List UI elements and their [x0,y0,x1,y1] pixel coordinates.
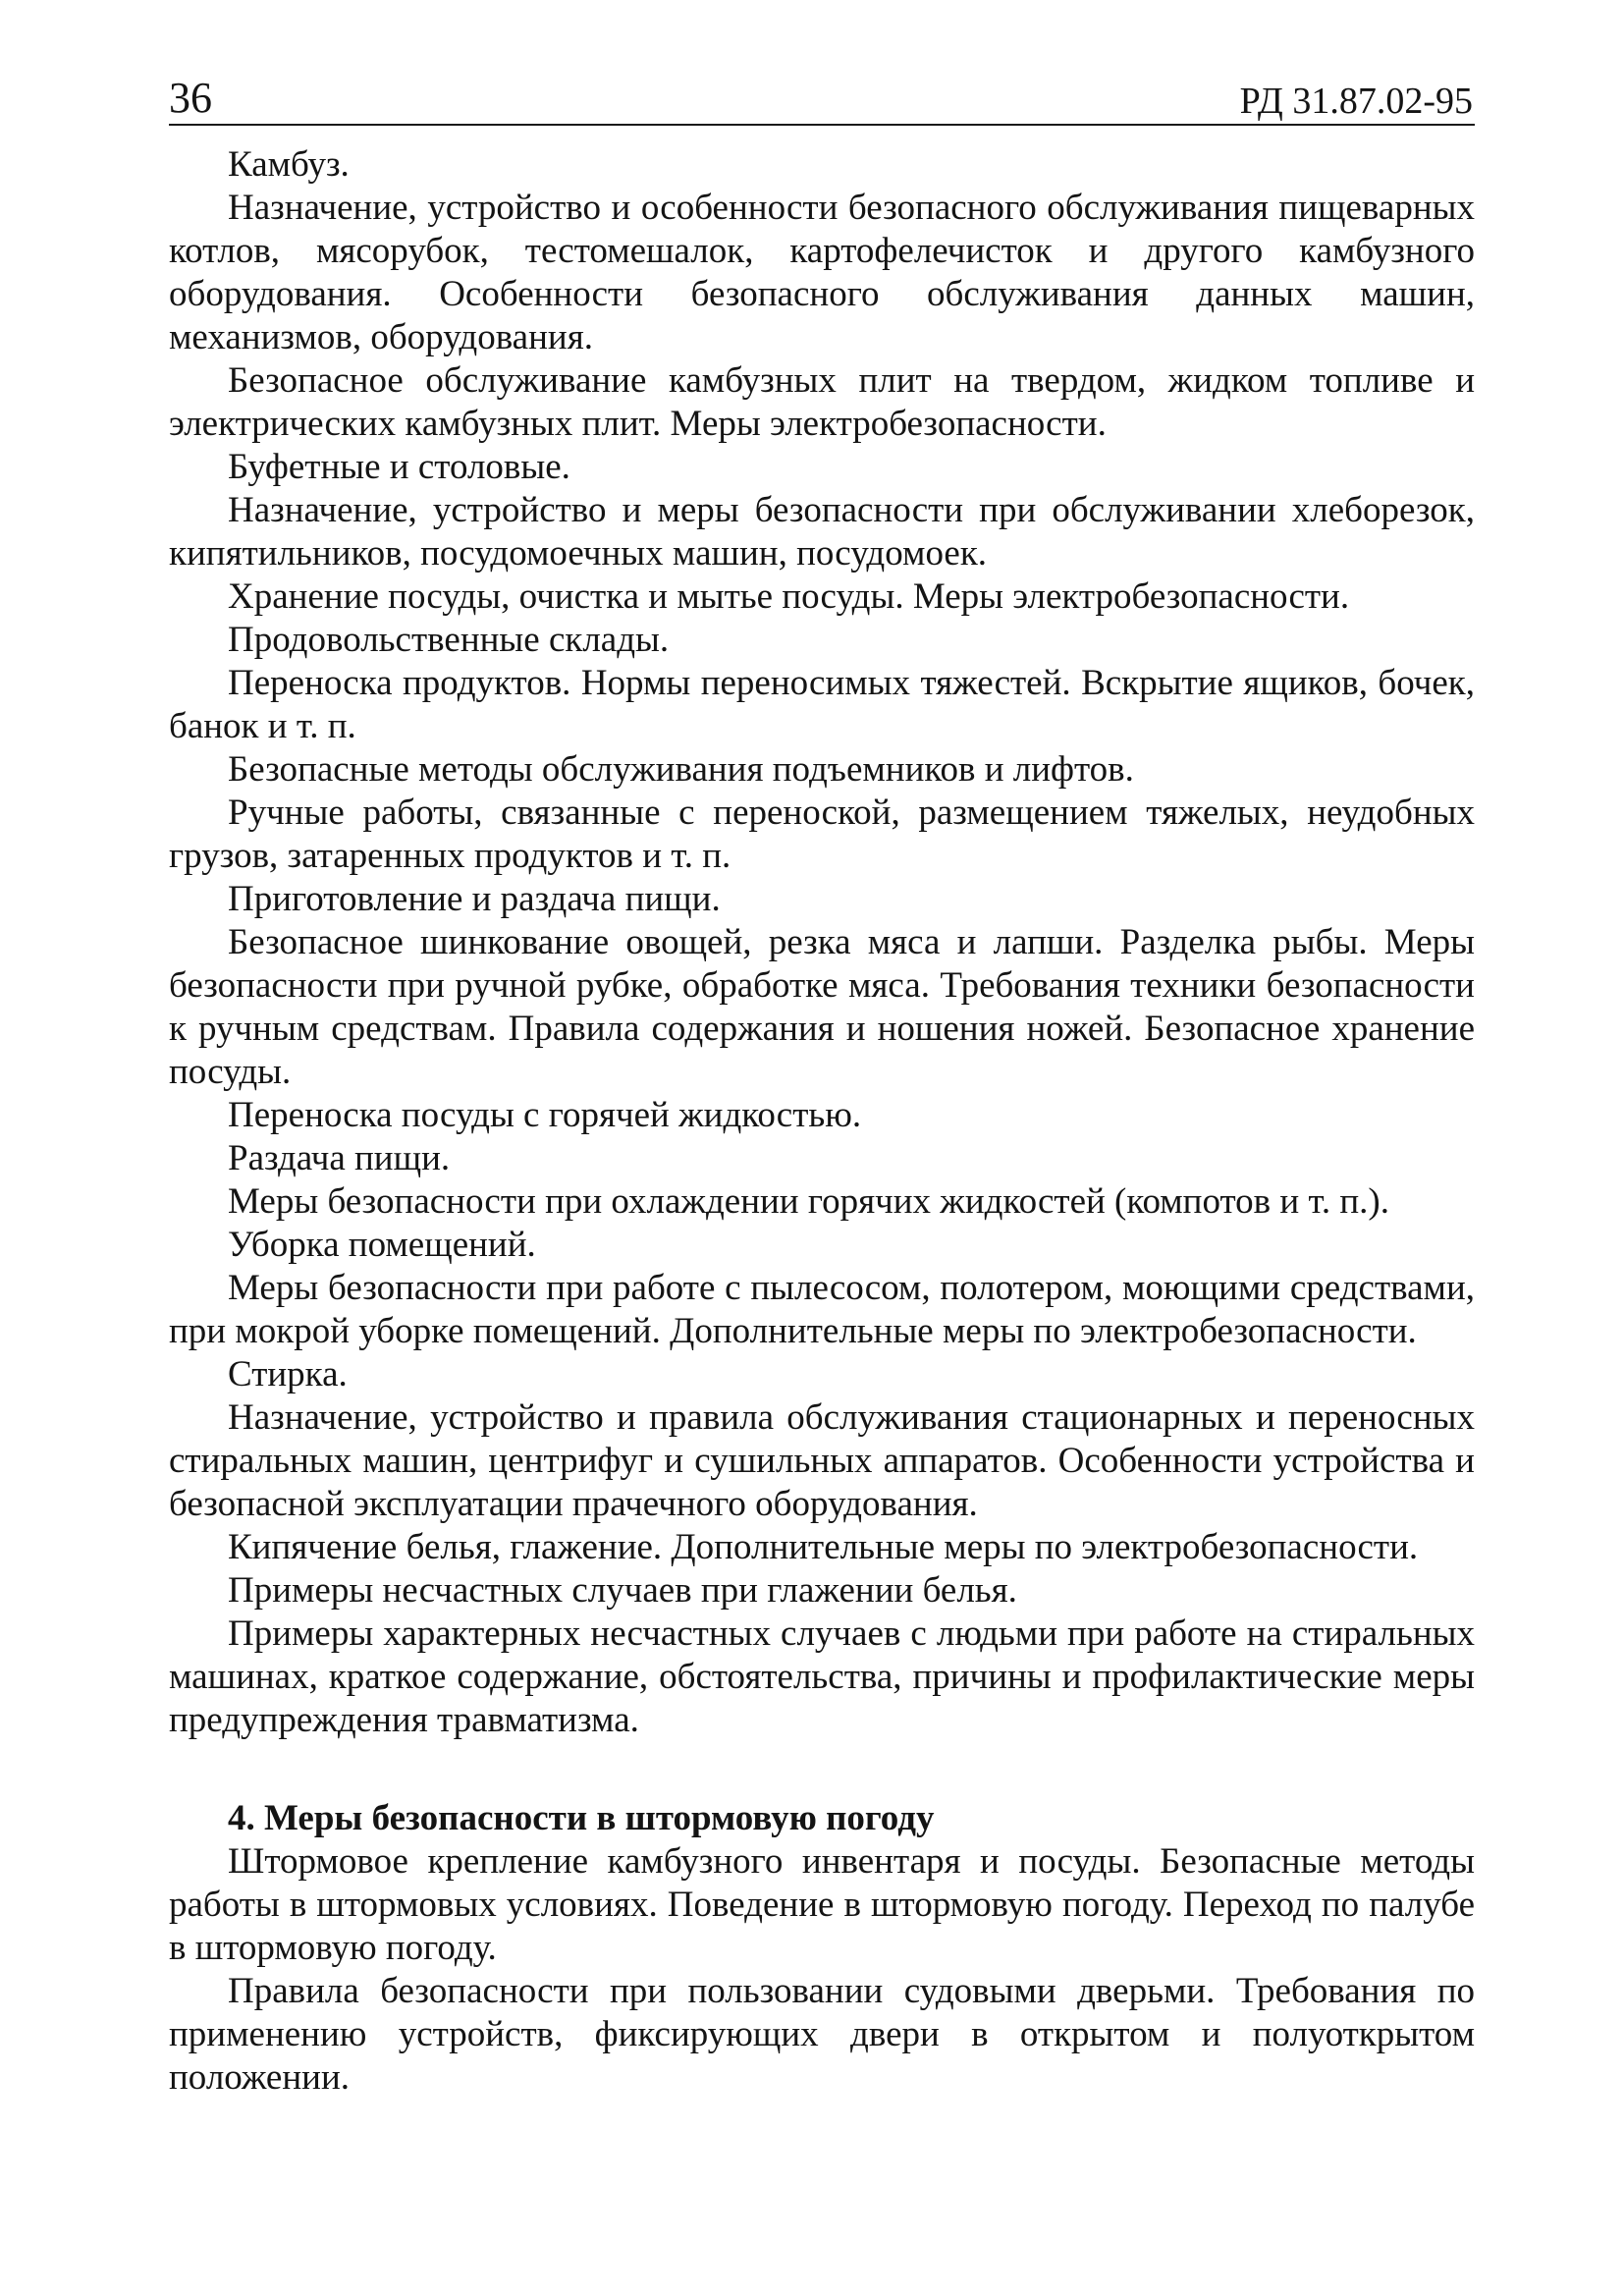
paragraph: Приготовление и раздача пищи. [228,879,721,919]
paragraph: Хранение посуды, очистка и мытье посуды. Меры электробезопасности. [228,576,1350,617]
paragraph: Примеры несчастных случаев при глажении белья. [228,1570,1017,1611]
page-body [169,143,1475,2100]
paragraph: Продовольственные склады. [228,620,670,660]
paragraph: Меры безопасности при охлаждении горячих жидкостей (компотов и т. п.). [228,1181,1389,1222]
paragraph: Камбуз. [228,144,350,185]
paragraph: Назначение, устройство и правила обслуживания стационарных и переносных стиральных машин, центрифуг и сушильных аппаратов. Особенности устройства и безопасной эксплуатации прачечного оборудования. [169,1397,1475,1524]
paragraph: Назначение, устройство и меры безопасности при обслуживании хлеборезок, кипятильников, посудомоечных машин, посудомоек. [169,490,1475,574]
paragraph: Переноска продуктов. Нормы переносимых тяжестей. Вскрытие ящиков, бочек, банок и т. п. [169,663,1475,746]
paragraph: Безопасные методы обслуживания подъемников и лифтов. [228,749,1134,790]
paragraph: Безопасное шинкование овощей, резка мяса и лапши. Разделка рыбы. Меры безопасности при ручной рубке, обработке мяса. Требования техники безопасности к ручным средствам. Правила содержания и ношения ножей. Безопасное хранение посуды. [169,922,1475,1092]
paragraph: Раздача пищи. [228,1138,451,1178]
paragraph: Меры безопасности при работе с пылесосом, полотером, моющими средствами, при мокрой уборке помещений. Дополнительные меры по электробезопасности. [169,1268,1475,1351]
page-header [169,69,1475,126]
paragraph: Назначение, устройство и особенности безопасного обслуживания пищеварных котлов, мясорубок, тестомешалок, картофелечисток и другого камбузного оборудования. Особенности безопасного обслуживания данных машин, механизмов, оборудования. [169,188,1475,357]
paragraph: Правила безопасности при пользовании судовыми дверьми. Требования по применению устройств, фиксирующих двери в открытом и полуоткрытом положении. [169,1971,1475,2098]
document-code: РД 31.87.02-95 [1239,81,1473,122]
paragraph: Безопасное обслуживание камбузных плит на твердом, жидком топливе и электрических камбузных плит. Меры электробезопасности. [169,360,1475,444]
page-number: 36 [169,74,212,122]
paragraph: Буфетные и столовые. [228,447,570,487]
paragraph: Уборка помещений. [228,1225,536,1265]
paragraph: Ручные работы, связанные с переноской, размещением тяжелых, неудобных грузов, затаренных продуктов и т. п. [169,793,1475,876]
paragraph: Кипячение белья, глажение. Дополнительные меры по электробезопасности. [228,1527,1419,1567]
paragraph: Штормовое крепление камбузного инвентаря и посуды. Безопасные методы работы в штормовых условиях. Поведение в штормовую погоду. Переход по палубе в штормовую погоду. [169,1841,1475,1968]
paragraph: Переноска посуды с горячей жидкостью. [228,1095,862,1135]
section-heading: 4. Меры безопасности в штормовую погоду [228,1798,935,1838]
paragraph: Примеры характерных несчастных случаев с людьми при работе на стиральных машинах, краткое содержание, обстоятельства, причины и профилактические меры предупреждения травматизма. [169,1613,1475,1740]
paragraph: Стирка. [228,1354,348,1394]
